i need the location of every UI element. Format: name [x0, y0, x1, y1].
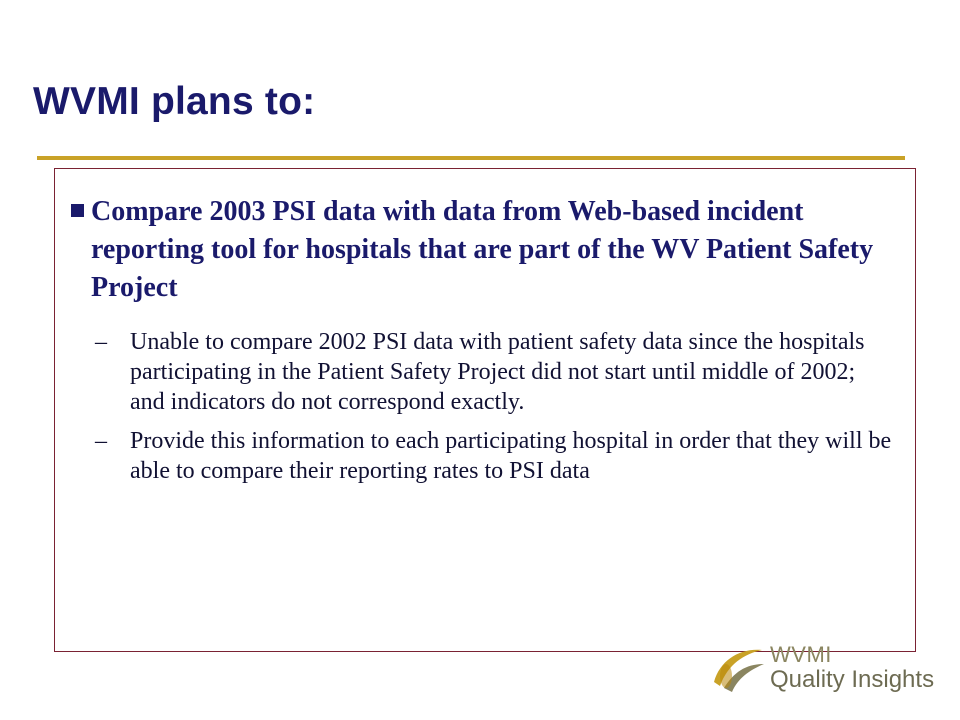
logo-wordmark-top: WVMI [770, 642, 832, 667]
square-bullet-icon [71, 204, 84, 217]
slide-title: WVMI plans to: [33, 80, 316, 123]
sub-bullet-list [95, 327, 895, 495]
content-box [54, 168, 916, 652]
logo-wordmark-bottom: Quality Insights [770, 666, 935, 693]
sub-bullet-text: Provide this information to each participating hospital in order that they will be able to compare their reporting rates to PSI data [130, 428, 892, 484]
wvmi-logo [706, 642, 935, 694]
main-bullet [71, 193, 905, 307]
sub-bullet-item [95, 426, 895, 486]
title-divider [37, 156, 905, 160]
dash-marker: – [95, 428, 107, 454]
dash-marker: – [95, 329, 107, 355]
main-bullet-text: Compare 2003 PSI data with data from Web-based incident reporting tool for hospitals that are part of the WV Patient Safety Project [91, 196, 874, 303]
swoosh-logo-icon [706, 642, 768, 694]
sub-bullet-item [95, 327, 895, 417]
sub-bullet-text: Unable to compare 2002 PSI data with patient safety data since the hospitals participating in the Patient Safety Project did not start until middle of 2002; and indicators do not correspond exactly. [130, 329, 865, 415]
